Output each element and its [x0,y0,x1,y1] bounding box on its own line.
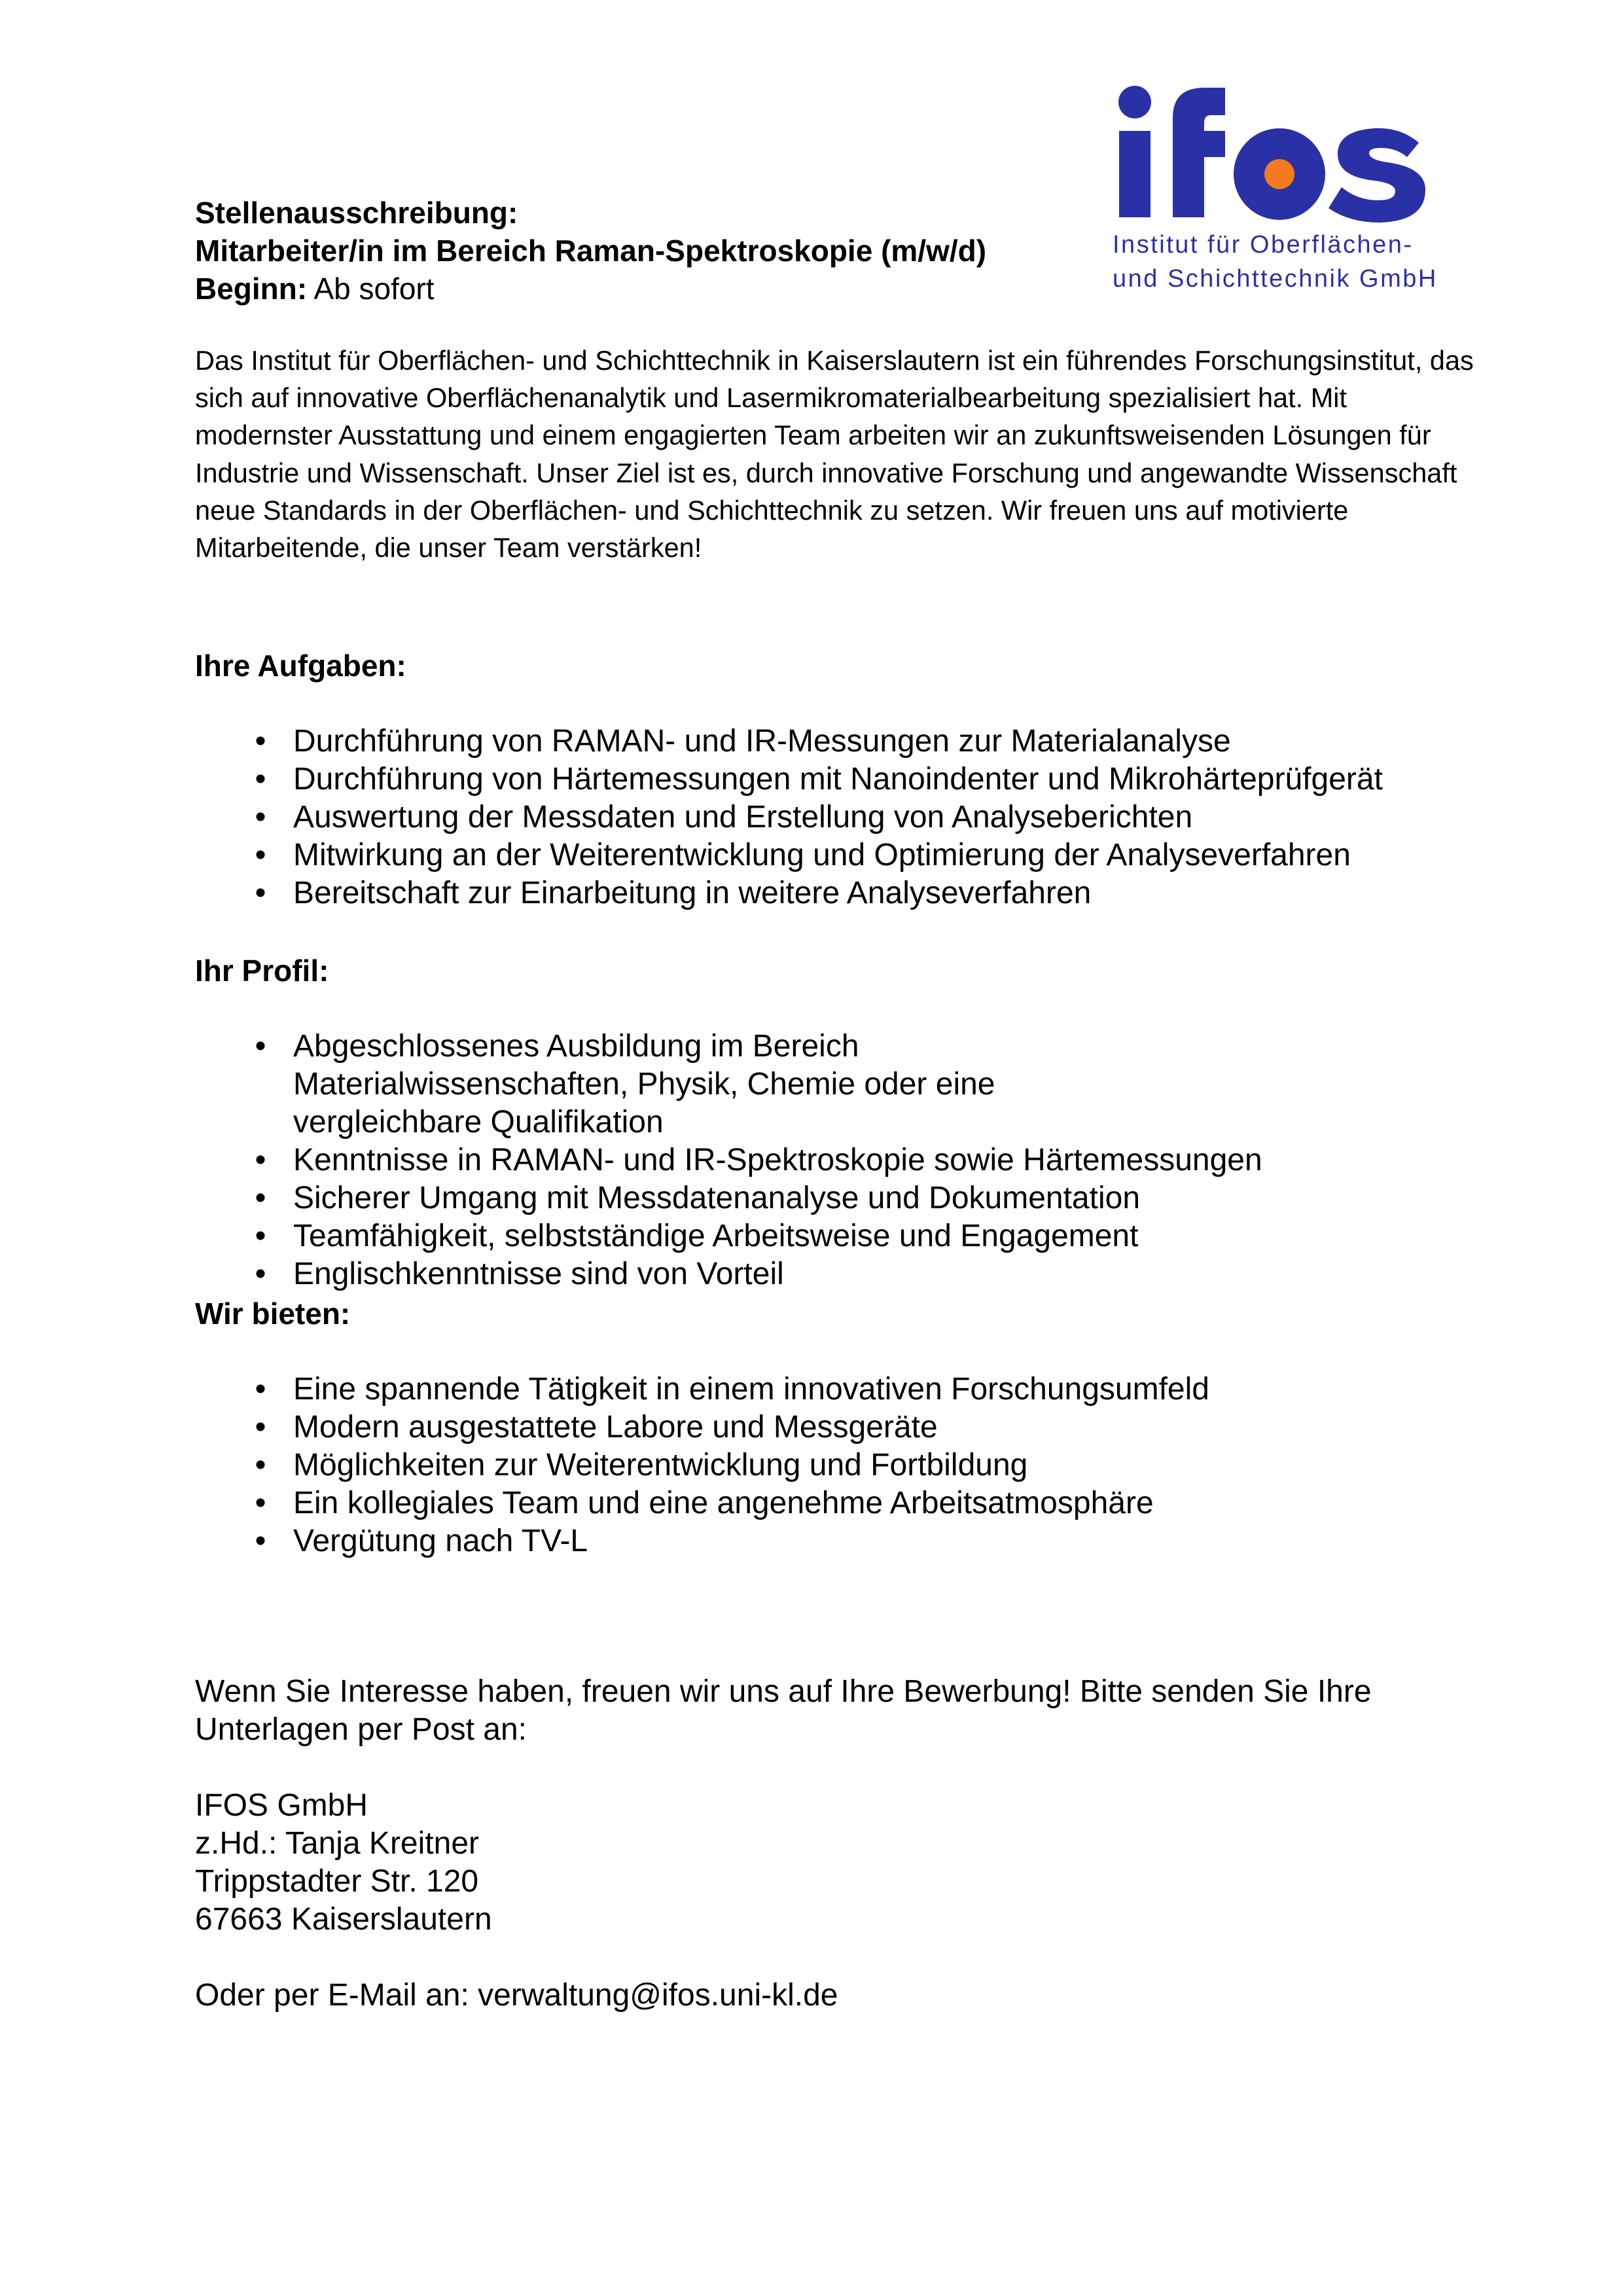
bullet-icon: • [255,876,266,910]
list-item-text: Bereitschaft zur Einarbeitung in weitere Analyseverfahren [293,876,1092,910]
bullet-icon: • [255,1486,266,1520]
application-invitation [195,1673,1478,1749]
bullet-icon: • [255,1524,266,1558]
list-item-text: Mitwirkung an der Weiterentwicklung und Optimierung der Analyseverfahren [293,838,1351,872]
logo-tagline-line1: Institut für Oberflächen- [1113,231,1414,259]
bullet-icon: • [255,1029,266,1064]
list-item [195,1255,1478,1293]
section-offer [195,1295,1478,1560]
list-item [195,1371,1478,1408]
bullet-icon: • [255,1219,266,1253]
list-item [195,1028,1478,1141]
postal-address [195,1787,1478,1939]
tasks-list [195,723,1478,912]
email-contact [195,1977,1478,2015]
start-label: Beginn: [195,272,308,306]
list-item-text: Abgeschlossenes Ausbildung im Bereich Materialwissenschaften, Physik, Chemie oder eine vergleichbare Qualifikation [293,1029,995,1139]
list-item-text: Vergütung nach TV-L [293,1524,588,1558]
logo-tagline-line2: und Schichttechnik GmbH [1113,265,1438,293]
intro-text: Das Institut für Oberflächen- und Schichttechnik in Kaiserslautern ist ein führendes Forschungsinstitut, das sich auf innovative Oberflächenanalytik und Lasermikromaterialbearbeitung spezialisiert hat. Mit modernster Ausstattung und einem engagierten Team arbeiten wir an zukunftsweisenden Lösungen für Industrie und Wissenschaft. Unser Ziel ist es, durch innovative Forschung und angewandte Wissenschaft neue Standards in der Oberflächen- und Schichttechnik zu setzen. Wir freuen uns auf motivierte Mitarbeitende, die unser Team verstärken! [195,345,1474,564]
bullet-icon: • [255,762,266,797]
list-item [195,723,1478,761]
bullet-icon: • [255,1257,266,1291]
offer-list [195,1371,1478,1560]
list-item [195,798,1478,836]
list-item-text: Modern ausgestattete Labore und Messgeräte [293,1410,938,1444]
list-item-text: Sicherer Umgang mit Messdatenanalyse und Dokumentation [293,1181,1141,1215]
list-item [195,761,1478,798]
profile-list [195,1028,1478,1293]
logo-wordmark [1113,77,1440,228]
invitation-text: Wenn Sie Interesse haben, freuen wir uns auf Ihre Bewerbung! Bitte senden Sie Ihre Unterlagen per Post an: [195,1674,1372,1747]
list-item [195,836,1478,874]
list-item [195,1217,1478,1255]
bullet-icon: • [255,1143,266,1177]
logo-tagline [1113,228,1440,296]
start-value: Ab sofort [307,272,435,306]
bullet-icon: • [255,1448,266,1482]
email-text: Oder per E-Mail an: verwaltung@ifos.uni-kl.de [195,1978,838,2013]
bullet-icon: • [255,1410,266,1444]
list-item [195,1484,1478,1522]
bullet-icon: • [255,1372,266,1407]
start-date [195,270,1098,308]
list-item-text: Möglichkeiten zur Weiterentwicklung und Fortbildung [293,1448,1028,1482]
bullet-icon: • [255,800,266,834]
profile-heading: Ihr Profil: [195,954,329,988]
list-item-text: Ein kollegiales Team und eine angenehme Arbeitsatmosphäre [293,1486,1154,1520]
list-item [195,874,1478,912]
section-profile [195,952,1478,1293]
position-title: Mitarbeiter/in im Bereich Raman-Spektroskopie (m/w/d) [195,234,987,268]
list-item [195,1408,1478,1446]
intro-paragraph [195,342,1478,566]
bullet-icon: • [255,1181,266,1215]
list-item-text: Kenntnisse in RAMAN- und IR-Spektroskopie sowie Härtemessungen [293,1143,1262,1177]
list-item [195,1141,1478,1179]
job-header [195,194,1098,308]
offer-heading: Wir bieten: [195,1297,351,1331]
bullet-icon: • [255,724,266,759]
company-logo [1113,77,1440,296]
document-title: Stellenausschreibung: [195,196,518,230]
list-item [195,1179,1478,1217]
ifos-wordmark-icon [1113,77,1440,228]
address-line: z.Hd.: Tanja Kreitner [195,1826,479,1861]
bullet-icon: • [255,838,266,872]
section-tasks [195,647,1478,912]
address-line: Trippstadter Str. 120 [195,1864,479,1899]
list-item-text: Englischkenntnisse sind von Vorteil [293,1257,784,1291]
list-item [195,1446,1478,1484]
list-item-text: Durchführung von Härtemessungen mit Nanoindenter und Mikrohärteprüfgerät [293,762,1383,797]
address-line: IFOS GmbH [195,1788,368,1823]
tasks-heading: Ihre Aufgaben: [195,649,406,683]
list-item-text: Auswertung der Messdaten und Erstellung von Analyseberichten [293,800,1193,834]
list-item [195,1522,1478,1560]
list-item-text: Teamfähigkeit, selbstständige Arbeitsweise und Engagement [293,1219,1139,1253]
address-line: 67663 Kaiserslautern [195,1902,492,1937]
list-item-text: Eine spannende Tätigkeit in einem innovativen Forschungsumfeld [293,1372,1209,1407]
list-item-text: Durchführung von RAMAN- und IR-Messungen zur Materialanalyse [293,724,1231,759]
